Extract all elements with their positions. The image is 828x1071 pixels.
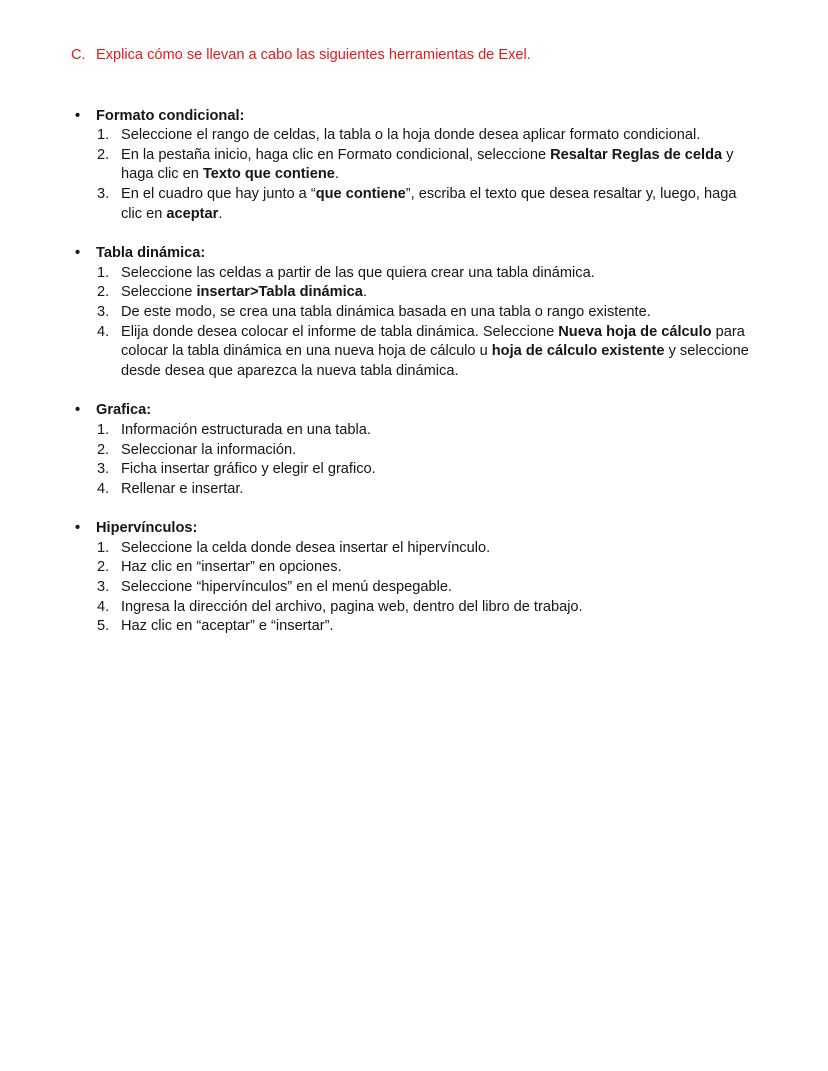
step-number: 4. <box>97 480 110 497</box>
step-number: 1. <box>97 264 110 281</box>
step-text-segment: Seleccionar la información. <box>121 441 297 458</box>
step-item <box>97 264 758 284</box>
steps-list <box>71 264 758 382</box>
step-text-segment: Haz clic en “insertar” en opciones. <box>121 559 342 576</box>
step-text-segment: . <box>334 166 339 183</box>
step-text <box>121 578 758 598</box>
section-heading-row <box>71 107 758 127</box>
step-text <box>121 185 758 224</box>
step-number: 5. <box>97 618 110 635</box>
question-text: Explica cómo se llevan a cabo las siguientes herramientas de Exel. <box>96 47 531 63</box>
step-item <box>97 323 758 382</box>
step-text <box>121 460 758 480</box>
step-item <box>97 460 758 480</box>
steps-list <box>71 539 758 637</box>
step-text-segment: ”, escriba el texto que desea resaltar y, luego, haga clic en <box>121 185 737 222</box>
step-text-segment: Seleccione <box>121 284 197 301</box>
section-heading-row <box>71 519 758 539</box>
step-number: 3. <box>97 185 110 202</box>
step-item <box>97 539 758 559</box>
step-text-segment: Seleccione las celdas a partir de las que quiera crear una tabla dinámica. <box>121 264 595 281</box>
step-text-segment: Seleccione la celda donde desea insertar el hipervínculo. <box>121 539 491 556</box>
step-number: 1. <box>97 421 110 438</box>
section-heading-row <box>71 244 758 264</box>
step-text-segment: . <box>362 284 367 301</box>
steps-list <box>71 421 758 499</box>
step-text <box>121 283 758 303</box>
step-item <box>97 578 758 598</box>
step-text <box>121 421 758 441</box>
step-number: 2. <box>97 146 110 163</box>
step-item <box>97 303 758 323</box>
sections-container <box>71 107 758 637</box>
section-heading: Formato condicional: <box>96 107 245 124</box>
section-heading: Grafica: <box>96 402 152 419</box>
step-item <box>97 617 758 637</box>
step-text <box>121 617 758 637</box>
step-number: 3. <box>97 461 110 478</box>
step-text-segment: Haz clic en “aceptar” e “insertar”. <box>121 618 334 635</box>
bullet-icon: • <box>75 520 81 537</box>
step-text-bold-segment: Nueva hoja de cálculo <box>558 323 712 340</box>
bullet-icon: • <box>75 245 81 262</box>
step-text-bold-segment: Resaltar Reglas de celda <box>550 146 723 163</box>
step-text-segment: y haga clic en <box>121 146 734 183</box>
step-text <box>121 126 758 146</box>
step-text-segment: Seleccione “hipervínculos” en el menú despegable. <box>121 579 452 596</box>
step-number: 2. <box>97 559 110 576</box>
question-heading <box>71 46 758 66</box>
section-heading: Hipervínculos: <box>96 520 198 537</box>
step-text <box>121 303 758 323</box>
step-item <box>97 441 758 461</box>
step-item <box>97 480 758 500</box>
step-text <box>121 539 758 559</box>
section-heading: Tabla dinámica: <box>96 245 206 262</box>
step-text-segment: Ingresa la dirección del archivo, pagina web, dentro del libro de trabajo. <box>121 598 583 615</box>
step-text <box>121 558 758 578</box>
step-text-segment: Ficha insertar gráfico y elegir el grafico. <box>121 461 376 478</box>
step-text-segment: Información estructurada en una tabla. <box>121 421 371 438</box>
step-text <box>121 264 758 284</box>
step-text <box>121 441 758 461</box>
step-text-segment: Rellenar e insertar. <box>121 480 244 497</box>
step-text-segment: En el cuadro que hay junto a “ <box>121 185 316 202</box>
step-text-segment: Seleccione el rango de celdas, la tabla o la hoja donde desea aplicar formato condicional. <box>121 127 701 144</box>
step-number: 1. <box>97 539 110 556</box>
step-item <box>97 185 758 224</box>
step-text-segment: Elija donde desea colocar el informe de tabla dinámica. Seleccione <box>121 323 559 340</box>
step-text-bold-segment: aceptar <box>166 205 219 222</box>
step-number: 4. <box>97 323 110 340</box>
step-item <box>97 146 758 185</box>
tool-section <box>71 519 758 637</box>
step-text-bold-segment: Texto que contiene <box>202 166 335 183</box>
step-text-bold-segment: insertar>Tabla dinámica <box>196 284 363 301</box>
step-text <box>121 323 758 382</box>
step-text <box>121 146 758 185</box>
step-item <box>97 283 758 303</box>
step-text-segment: De este modo, se crea una tabla dinámica basada en una tabla o rango existente. <box>121 303 651 320</box>
tool-section <box>71 401 758 499</box>
step-text-segment: En la pestaña inicio, haga clic en Formato condicional, seleccione <box>121 146 551 163</box>
step-number: 2. <box>97 441 110 458</box>
step-text <box>121 598 758 618</box>
step-number: 2. <box>97 284 110 301</box>
step-text-bold-segment: hoja de cálculo existente <box>491 343 665 360</box>
step-text-segment: para colocar la tabla dinámica en una nueva hoja de cálculo u <box>121 323 745 360</box>
tool-section <box>71 107 758 225</box>
step-item <box>97 126 758 146</box>
step-item <box>97 421 758 441</box>
step-text-segment: . <box>218 205 223 222</box>
step-item <box>97 598 758 618</box>
section-heading-row <box>71 401 758 421</box>
bullet-icon: • <box>75 107 81 124</box>
tool-section <box>71 244 758 381</box>
steps-list <box>71 126 758 224</box>
step-number: 3. <box>97 303 110 320</box>
step-item <box>97 558 758 578</box>
step-text <box>121 480 758 500</box>
step-number: 3. <box>97 579 110 596</box>
step-number: 1. <box>97 127 110 144</box>
bullet-icon: • <box>75 402 81 419</box>
question-letter: C. <box>71 47 86 63</box>
step-text-bold-segment: que contiene <box>315 185 406 202</box>
step-number: 4. <box>97 598 110 615</box>
step-text-segment: y seleccione desde desea que aparezca la nueva tabla dinámica. <box>121 343 749 379</box>
